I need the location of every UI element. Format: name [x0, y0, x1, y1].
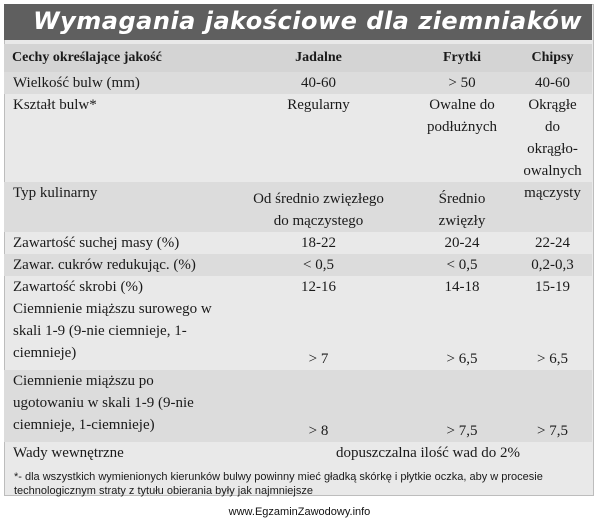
cell-frytki: > 7,5: [411, 370, 513, 442]
table-row: [4, 182, 592, 232]
page-title: Wymagania jakościowe dla ziemniaków: [33, 7, 582, 35]
cell-chipsy: 40-60: [513, 72, 592, 94]
column-header-jadalne: Jadalne: [226, 44, 411, 72]
cell-chipsy: mączysty: [513, 182, 592, 232]
cell-jadalne: < 0,5: [226, 254, 411, 276]
cell-frytki: 14-18: [444, 279, 480, 295]
source-watermark: www.EgzaminZawodowy.info: [228, 506, 371, 518]
column-header-cecha: Cechy określające jakość: [4, 44, 226, 72]
row-label: Ciemnienie miąższu po ugotowaniu w skali 1-9 (9-nie ciemnieje, 1-ciemnieje): [4, 370, 226, 442]
footnote: *- dla wszystkich wymienionych kierunków bulwy powinny mieć gładką skórkę i płytkie oczka, aby w procesie technologicznym straty z tytułu obierania były jak najmniejsze: [14, 471, 543, 497]
column-header-frytki: Frytki: [411, 44, 513, 72]
cell-frytki: > 6,5: [446, 351, 478, 367]
cell-chipsy: Okrągłe do okrągło-owalnych: [523, 97, 582, 179]
table-row: [4, 94, 592, 182]
cell-frytki: 20-24: [444, 235, 480, 251]
row-label: Typ kulinarny: [4, 182, 226, 232]
cell-frytki: > 50: [411, 72, 513, 94]
cell-frytki: Średnio zwięzły: [411, 182, 513, 232]
table-header-row: [4, 44, 592, 72]
table-row: [4, 276, 592, 298]
cell-jadalne: 18-22: [301, 235, 336, 251]
cell-jadalne: 40-60: [226, 72, 411, 94]
title-banner: [4, 4, 592, 40]
table-row: [4, 72, 592, 94]
cell-chipsy: 22-24: [535, 235, 570, 251]
row-label: Zawar. cukrów redukując. (%): [4, 254, 226, 276]
cell-jadalne: Regularny: [287, 97, 350, 113]
cell-chipsy: > 7,5: [513, 370, 592, 442]
table-row: [4, 254, 592, 276]
table-row: [4, 370, 592, 442]
table-row: [4, 232, 592, 254]
quality-table: [4, 44, 592, 464]
cell-chipsy: > 6,5: [537, 351, 568, 367]
row-label: Kształt bulw*: [13, 97, 97, 113]
column-header-chipsy: Chipsy: [513, 44, 592, 72]
cell-chipsy: 15-19: [535, 279, 570, 295]
cell-frytki: Owalne do podłużnych: [427, 97, 497, 135]
row-label: Zawartość skrobi (%): [13, 279, 143, 295]
cell-frytki: < 0,5: [411, 254, 513, 276]
table-row: [4, 442, 592, 464]
cell-jadalne: Od średnio zwięzłego do mączystego: [226, 182, 411, 232]
cell-jadalne: > 8: [226, 370, 411, 442]
cell-merged: dopuszczalna ilość wad do 2%: [335, 445, 521, 461]
cell-chipsy: 0,2-0,3: [513, 254, 592, 276]
row-label: Wady wewnętrzne: [13, 445, 124, 461]
row-label: Wielkość bulw (mm): [4, 72, 226, 94]
cell-jadalne: > 7: [308, 351, 329, 367]
row-label: Ciemnienie miąższu surowego w skali 1-9 (9-nie ciemnieje, 1-ciemnieje): [13, 301, 212, 361]
row-label: Zawartość suchej masy (%): [13, 235, 180, 251]
table-row: [4, 298, 592, 370]
cell-jadalne: 12-16: [301, 279, 336, 295]
